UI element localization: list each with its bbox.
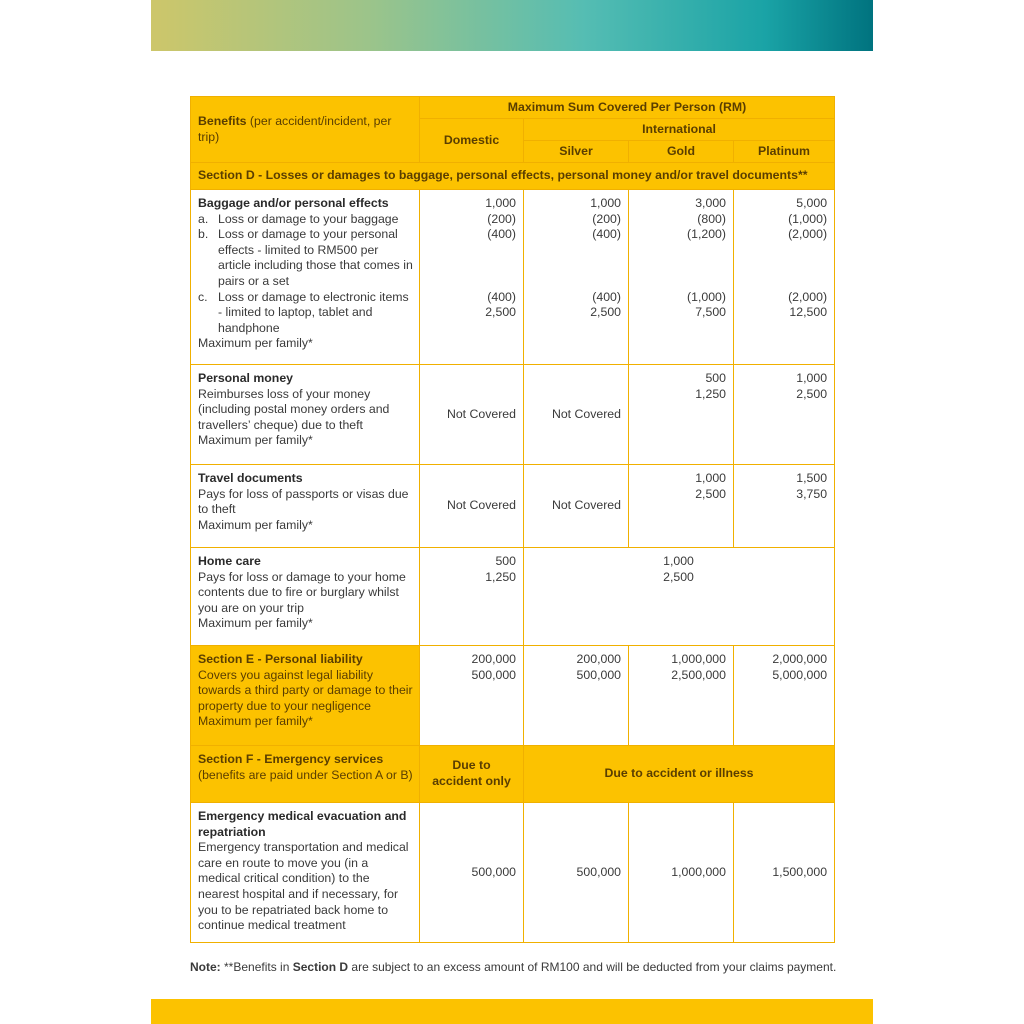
table-row-section-f: Section F - Emergency services (benefits are paid under Section A or B) Due to accident only Due to accident or illness (191, 746, 835, 803)
silver-header: Silver (524, 141, 629, 163)
table-row-travel-documents: Travel documents Pays for loss of passports or visas due to theft Maximum per family* Not Covered Not Covered 1,000 2,500 1,500 3,750 (191, 465, 835, 548)
header-gradient-bar (151, 0, 873, 51)
table-row-personal-money: Personal money Reimburses loss of your money (including postal money orders and travellers’ cheque) due to theft Maximum per family* Not Covered Not Covered 500 1,250 1,000 2,500 (191, 365, 835, 465)
list-item: c. Loss or damage to electronic items - limited to laptop, tablet and handphone (198, 289, 409, 335)
table-row-section-e: Section E - Personal liability Covers you against legal liability towards a third party or damage to their property due to your negligence Maximum per family* 200,000 500,000 200,000 500,000 1,000,000 2,500,000 2,000,000 5,000,000 (191, 646, 835, 746)
platinum-header: Platinum (734, 141, 835, 163)
benefits-header: Benefits (per accident/incident, per trip) (191, 97, 420, 163)
table-row-home-care: Home care Pays for loss or damage to your home contents due to fire or burglary whilst you are on your trip Maximum per family* 500 1,250 1,000 2,500 (191, 548, 835, 646)
footnote: Note: **Benefits in Section D are subject to an excess amount of RM100 and will be deducted from your claims payment. (190, 960, 837, 974)
header-row (191, 97, 835, 119)
max-sum-header: Maximum Sum Covered Per Person (RM) (420, 97, 835, 119)
footer-bar (151, 999, 873, 1024)
benefits-table (190, 96, 835, 943)
list-item: a. Loss or damage to your baggage (198, 211, 399, 226)
table-row-baggage: Baggage and/or personal effects a. Loss or damage to your baggage b. Loss or damage to your personal effects - limited to RM500 per article including those that comes in pairs or a set c. Loss or damage to electronic items - limited to laptop, tablet and handphone Maximum per family* 1,000 (200) (400) (400) 2,500 1,000 (200) (400) (400) 2,500 3,000 (800) (1,200) (1,000) 7,500 5,000 (1,000) (2,000) (2,000) 12,500 (191, 190, 835, 365)
baggage-items (198, 212, 413, 337)
international-header: International (524, 119, 835, 141)
gold-header: Gold (629, 141, 734, 163)
table-row-evacuation: Emergency medical evacuation and repatriation Emergency transportation and medical care en route to move you (in a medical critical condition) to the nearest hospital and if necessary, for you to be repatriated back home to continue medical treatment 500,000 500,000 1,000,000 1,500,000 (191, 803, 835, 943)
list-item: b. Loss or damage to your personal effects - limited to RM500 per article including those that comes in pairs or a set (198, 227, 413, 288)
domestic-header: Domestic (420, 119, 524, 163)
section-d-heading: Section D - Losses or damages to baggage, personal effects, personal money and/or travel documents** (191, 163, 835, 190)
